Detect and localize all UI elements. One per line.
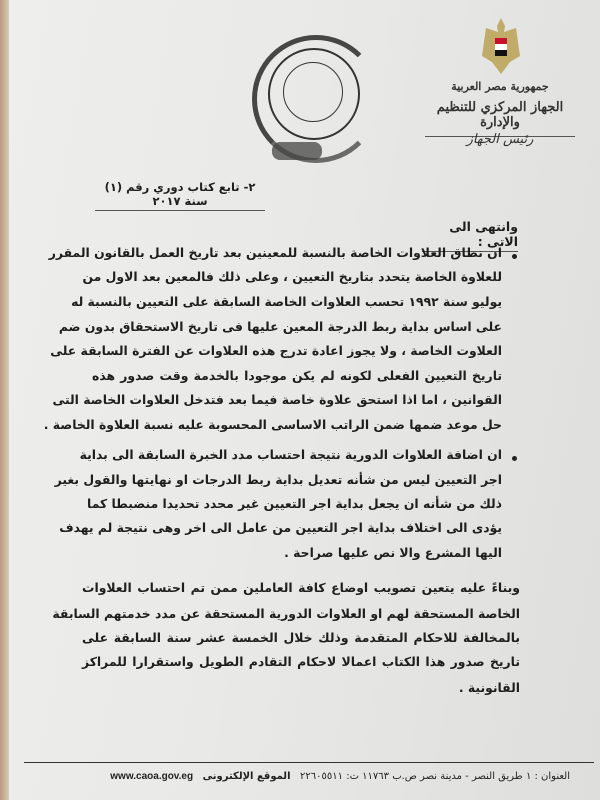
text-line: حل موعد ضمها ضمن الراتب الاساسى المحسوبة عليه نسبة العلاوة الخاصة .: [43, 417, 502, 432]
stamp-date-mark: [272, 142, 322, 160]
text-line: اليها المشرع والا نص عليها صراحة .: [284, 545, 502, 560]
text-line: تاريخ صدور هذا الكتاب اعمالا لاحكام التقادم الطويل واستقرارا للمراكز: [82, 654, 520, 669]
text-line: تاريخ التعيين الفعلى لكونه لم يكن موجودا بالخدمة وقت صدور هذه: [92, 368, 502, 383]
bullet-icon: [512, 456, 517, 461]
text-line: ان اضافة العلاوات الدورية نتيجة احتساب مدد الخبرة السابقة الى بداية: [79, 447, 502, 462]
footer-address: العنوان : ١ طريق النصر - مدينة نصر ص.ب ١١٧٦٣ ت: ٢٢٦٠٥٥١١: [300, 771, 570, 782]
text-line: الخاصة المستحقة لهم او العلاوات الدورية المستحقة عن مدد خدمتهم السابقة: [52, 606, 520, 621]
text-line: يؤدى الى اختلاف بداية اجر التعيين من عامل الى اخر وهى نتيجة لم يهدف: [59, 520, 502, 535]
text-line: القانونية .: [458, 680, 520, 695]
text-line: العلاوت الخاصة ، ولا يجوز اعادة تدرج هذه العلاوات عن الفترة السابقة على: [50, 343, 502, 358]
text-line: للعلاوة الخاصة يتحدد بتاريخ التعيين ، وعلى ذلك فالمعين بعد الاول من: [82, 269, 502, 284]
document-reference: ٢- تابع كتاب دوري رقم (١) سنة ٢٠١٧: [95, 180, 265, 211]
text-line: على اساس بداية ربط الدرجة المعين عليها فى تاريخ الاستحقاق بدون ضم: [58, 319, 502, 334]
section-heading: وانتهى الى الاتى :: [422, 219, 518, 252]
footer: [50, 771, 570, 782]
egypt-eagle-emblem: [480, 16, 522, 76]
text-line: بالمخالفة للاحكام المتقدمة وذلك خلال الخمسة عشر سنة السابقة على: [82, 630, 520, 645]
footer-website-link[interactable]: www.caoa.gov.eg: [110, 771, 194, 782]
bullet-icon: [512, 254, 517, 259]
desk-edge: [0, 0, 9, 800]
letterhead-country: جمهورية مصر العربية: [451, 80, 549, 93]
text-line: يوليو سنة ١٩٩٢ تحسب العلاوات الخاصة السابقة على التعيين بالنسبة له: [71, 294, 502, 309]
text-line: القوانين ، اما اذا استحق علاوة خاصة فيما بعد فتدخل العلاوات الخاصة التى: [52, 392, 502, 407]
footer-website-label: الموقع الإلكترونى: [202, 771, 291, 782]
footer-divider: [24, 762, 594, 763]
letterhead-office: رئيس الجهاز: [466, 132, 534, 147]
text-line: وبناءً عليه يتعين تصويب اوضاع كافة العاملين ممن تم احتساب العلاوات: [82, 580, 520, 595]
text-line: ذلك من شأنه ان يجعل بداية اجر التعيين غير محدد تحديدا منضبطا كما: [87, 496, 502, 511]
letterhead-agency: الجهاز المركزي للتنظيم والإدارة: [425, 100, 575, 137]
text-line: اجر التعيين ليس من شأنه تعديل بداية ربط الدرجات او نهايتها والقول بغير: [54, 472, 502, 487]
text-line: ان نطاق العلاوات الخاصة بالنسبة للمعينين بعد تاريخ العمل بالقانون المقرر: [48, 245, 502, 260]
stamp-eagle-icon: [283, 62, 343, 122]
